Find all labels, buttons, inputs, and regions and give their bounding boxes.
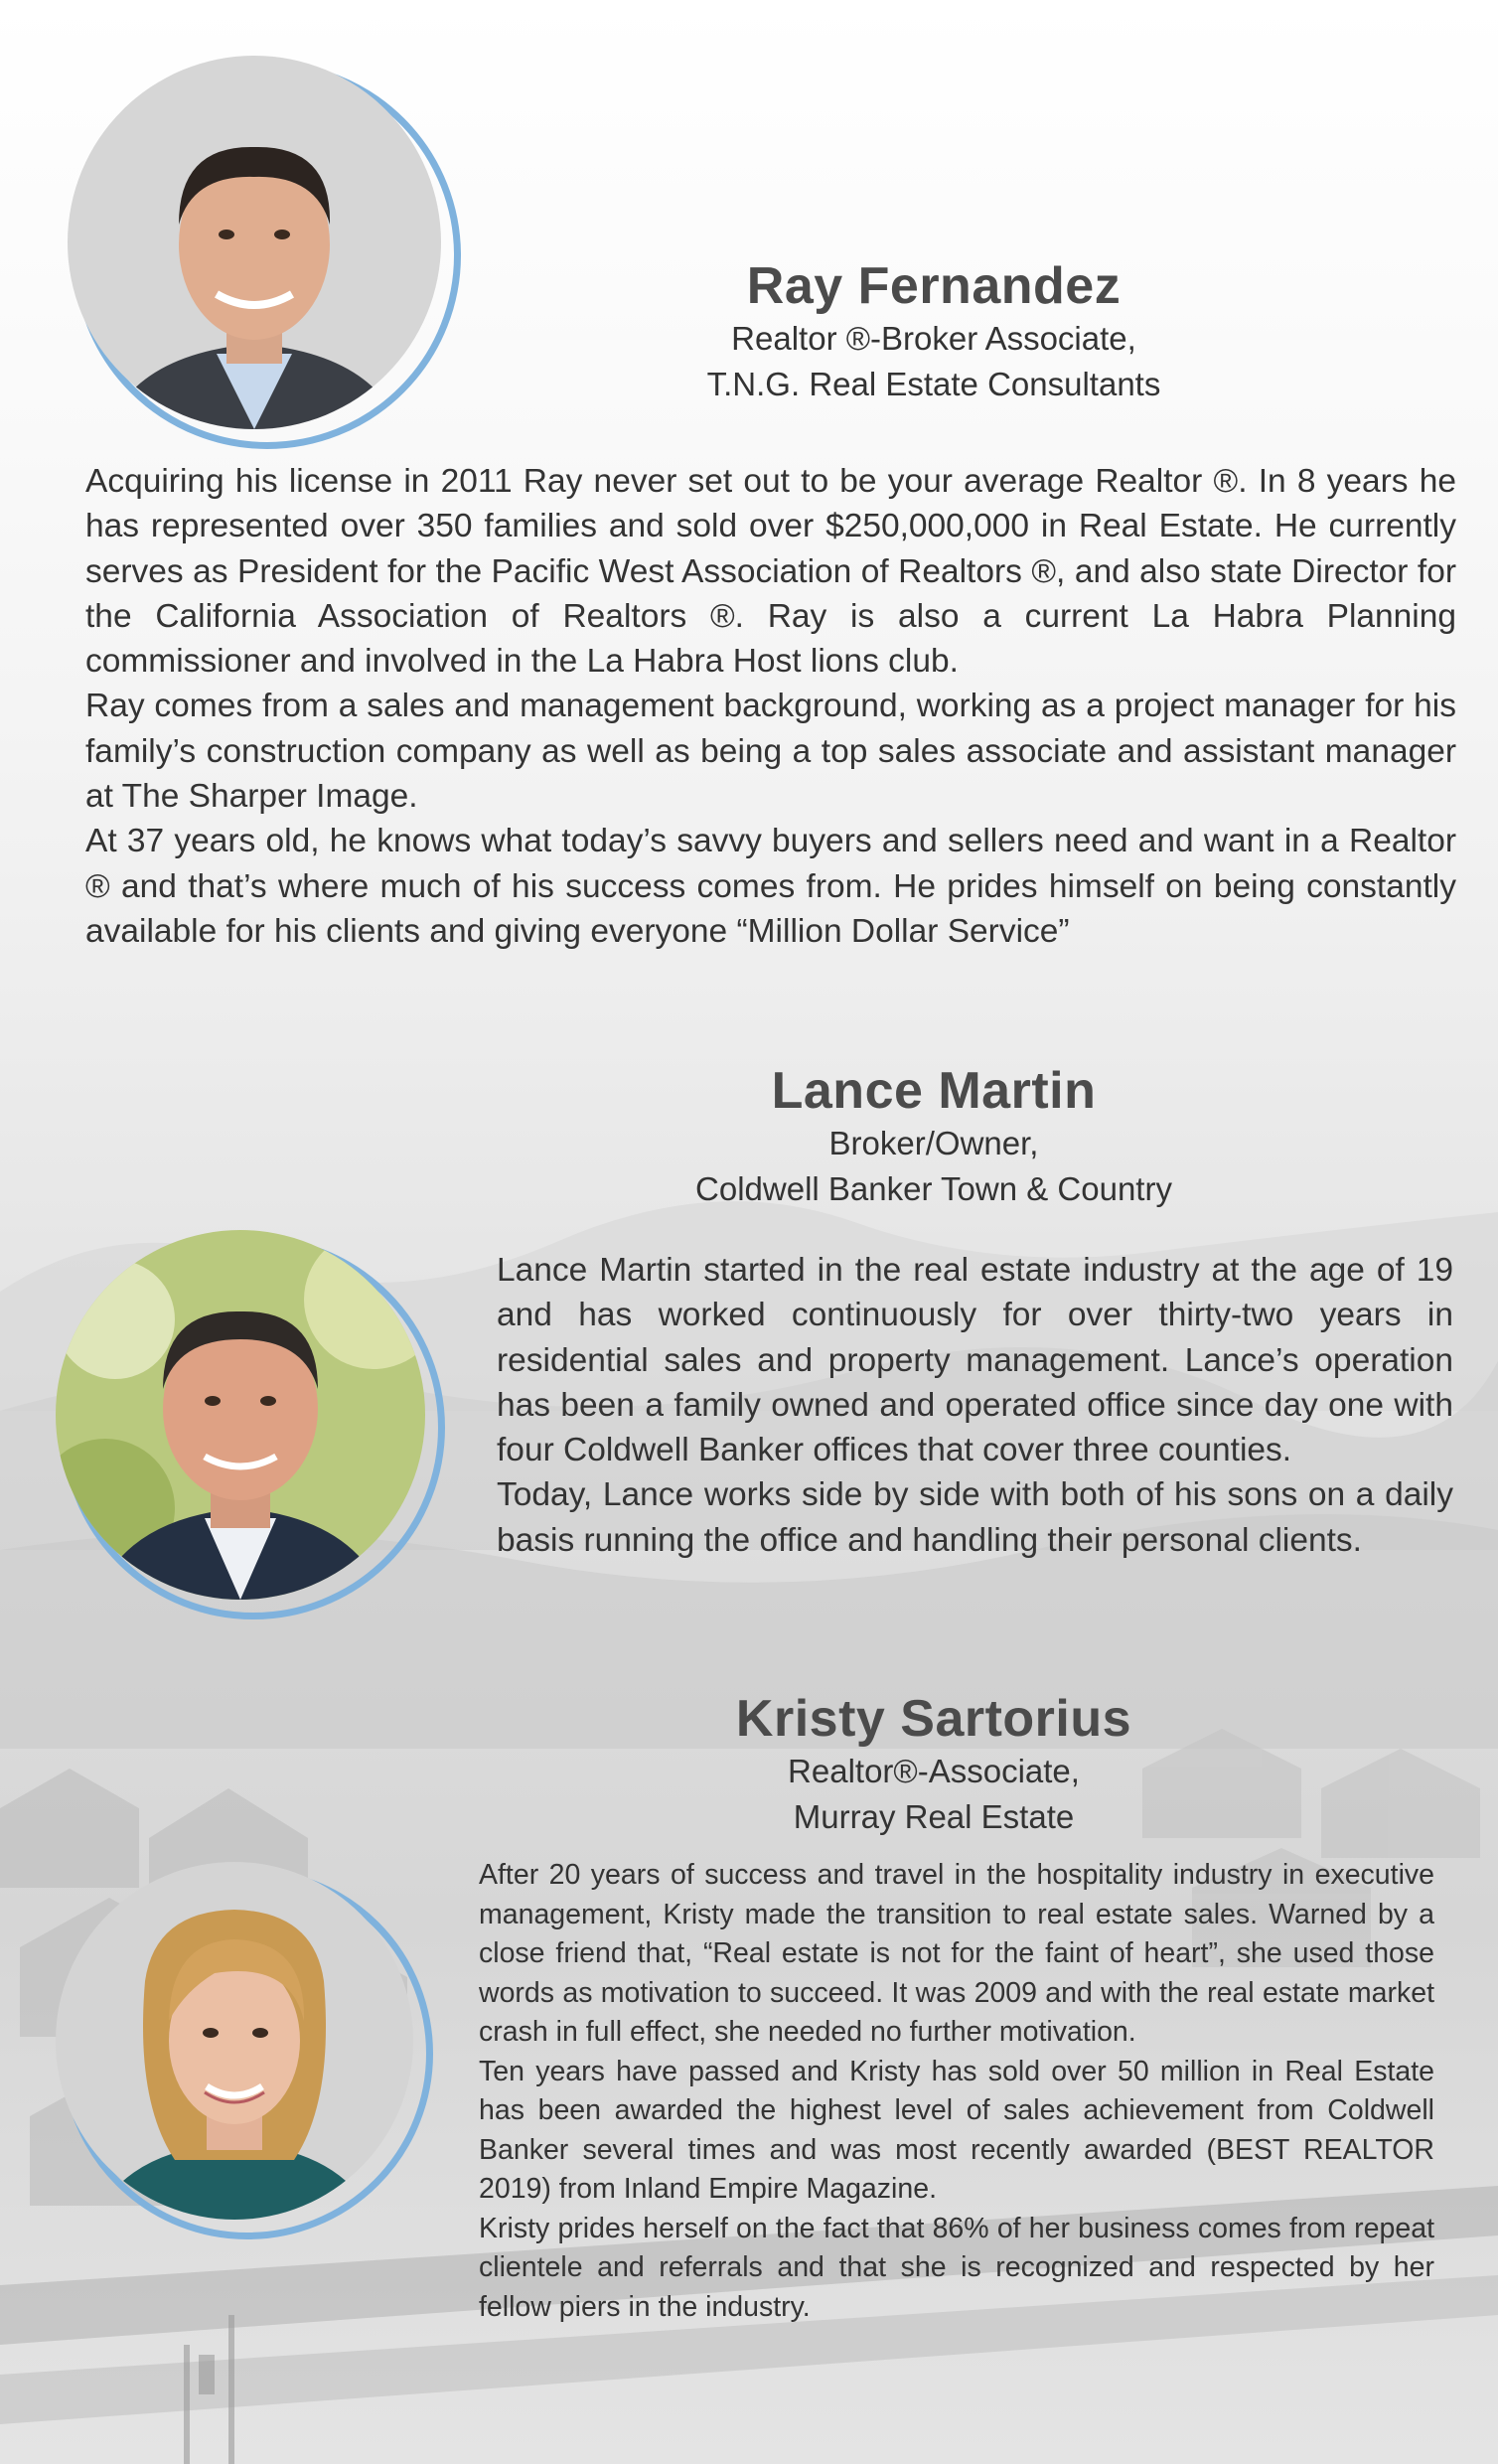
lance-portrait bbox=[56, 1230, 425, 1600]
lance-bio-paragraph-1: Lance Martin started in the real estate industry at the age of 19 and has worked continuously for over thirty-two years in residential sales and property management. Lance’s operation has been a family owned and operated office since day one with four Coldwell Banker offices that cover three counties. bbox=[497, 1252, 1453, 1469]
lance-photo-icon bbox=[56, 1230, 425, 1600]
ray-bio bbox=[85, 459, 1456, 954]
ray-bio-paragraph-2: Ray comes from a sales and management background, working as a project manager for his family’s construction company as well as being a top sales associate and assistant manager at The Sharper Image. bbox=[85, 688, 1456, 816]
lance-bio bbox=[497, 1248, 1453, 1563]
kristy-title-role: Realtor®-Associate, bbox=[788, 1753, 1080, 1789]
kristy-bio-paragraph-2: Ten years have passed and Kristy has sold over 50 million in Real Estate has been awarded the highest level of sales achievement from Coldwell Banker several times and was most recently awarded (BEST REALTOR 2019) from Inland Empire Magazine. bbox=[479, 2055, 1434, 2205]
ray-bio-paragraph-1: Acquiring his license in 2011 Ray never set out to be your average Realtor ®. In 8 years he has represented over 350 families and sold over $250,000,000 in Real Estate. He currently serves as President for the Pacific West Association of Realtors ®, and also state Director for the California Association of Realtors ®. Ray is also a current La Habra Planning commissioner and involved in the La Habra Host lions club. bbox=[85, 463, 1456, 681]
kristy-bio bbox=[479, 1856, 1434, 2327]
ray-title-company: T.N.G. Real Estate Consultants bbox=[706, 366, 1161, 402]
ray-portrait bbox=[68, 56, 441, 429]
ray-name: Ray Fernandez bbox=[746, 257, 1122, 315]
kristy-bio-paragraph-1: After 20 years of success and travel in the hospitality industry in executive management, Kristy made the transition to real estate sales. Warned by a close friend that, “Real estate is not for the faint of heart”, she used those words as motivation to succeed. It was 2009 and with the real estate market crash in full effect, she needed no further motivation. bbox=[479, 1859, 1434, 2048]
ray-photo-icon bbox=[68, 56, 441, 429]
lance-bio-paragraph-2: Today, Lance works side by side with both of his sons on a daily basis running the office and handling their personal clients. bbox=[497, 1476, 1453, 1559]
ray-title-role: Realtor ®-Broker Associate, bbox=[731, 320, 1136, 357]
kristy-title-company: Murray Real Estate bbox=[793, 1798, 1075, 1835]
kristy-portrait bbox=[56, 1862, 413, 2220]
kristy-photo-icon bbox=[56, 1862, 413, 2220]
lance-name: Lance Martin bbox=[771, 1062, 1097, 1120]
lance-title-role: Broker/Owner, bbox=[828, 1125, 1039, 1161]
kristy-name: Kristy Sartorius bbox=[735, 1690, 1132, 1748]
kristy-bio-paragraph-3: Kristy prides herself on the fact that 86% of her business comes from repeat clientele and referrals and that she is recognized and respected by her fellow piers in the industry. bbox=[479, 2212, 1434, 2323]
lance-title-company: Coldwell Banker Town & Country bbox=[695, 1170, 1172, 1207]
ray-bio-paragraph-3: At 37 years old, he knows what today’s savvy buyers and sellers need and want in a Realtor ® and that’s where much of his success comes from. He prides himself on being constantly available for his clients and giving everyone “Million Dollar Service” bbox=[85, 823, 1456, 950]
